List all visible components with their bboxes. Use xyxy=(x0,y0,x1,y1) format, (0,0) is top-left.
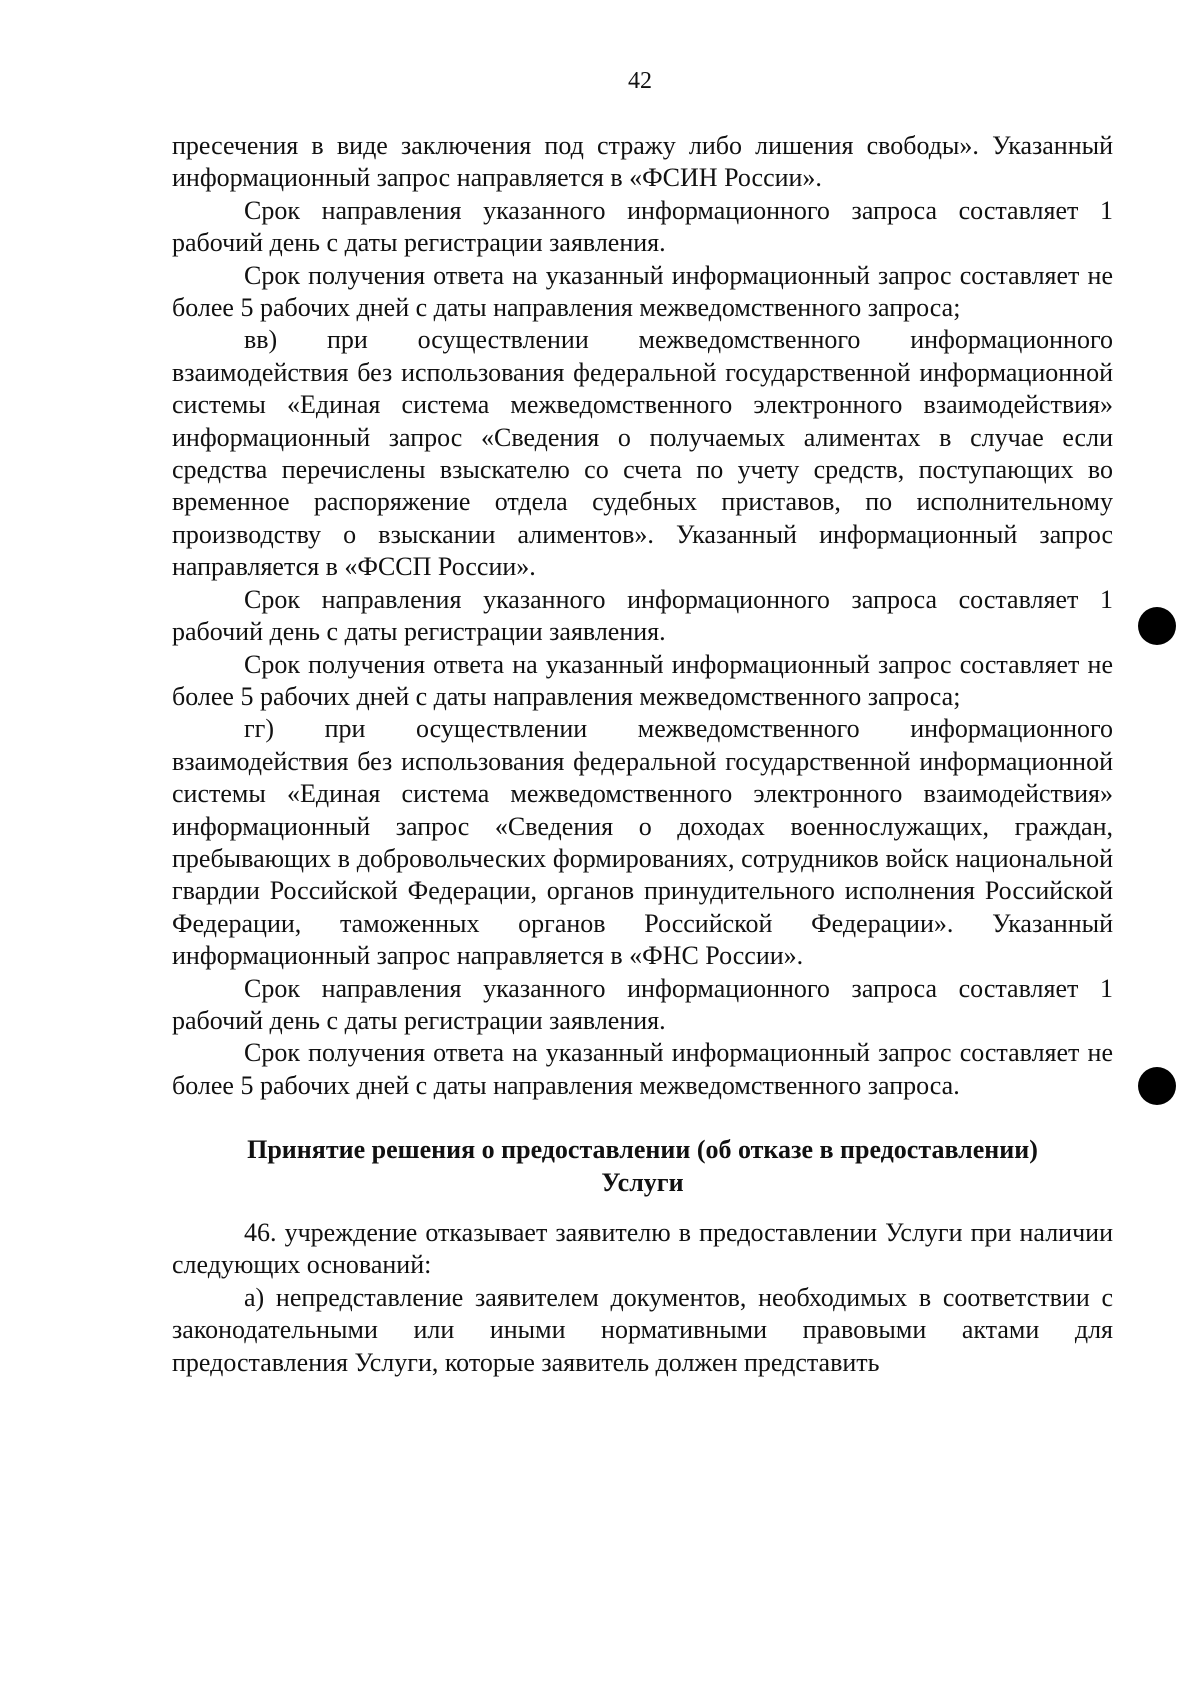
paragraph-request-deadline: Срок направления указанного информационного запроса составляет 1 рабочий день с даты регистрации заявления. xyxy=(172,973,1113,1035)
punch-hole xyxy=(1138,607,1176,645)
section-heading-line-2: Услуги xyxy=(601,1167,684,1197)
paragraph-response-deadline: Срок получения ответа на указанный информационный запрос составляет не более 5 рабочих дней с даты направления межведомственного запроса. xyxy=(172,1038,1113,1100)
paragraph-section-46: 46. учреждение отказывает заявителю в предоставлении Услуги при наличии следующих оснований: xyxy=(172,1218,1113,1280)
section-heading-line-1: Принятие решения о предоставлении (об отказе в предоставлении) xyxy=(247,1135,1038,1165)
page-number: 42 xyxy=(628,68,652,94)
paragraph-request-deadline: Срок направления указанного информационного запроса составляет 1 рабочий день с даты регистрации заявления. xyxy=(172,195,1113,258)
paragraph-item-vv: вв) при осуществлении межведомственного информационного взаимодействия без использования федеральной государственной информационной системы «Единая система межведомственного электронного взаимодействия» информационный запрос «Сведения о получаемых алиментах в случае если средства перечислены взыскателю со счета по учету средств, поступающих во временное распоряжение отдела судебных приставов, по исполнительному производству о взыскании алиментов». Указанный информационный запрос направляется в «ФССП России». xyxy=(172,325,1113,582)
paragraph-request-deadline: Срок направления указанного информационного запроса составляет 1 рабочий день с даты регистрации заявления. xyxy=(172,584,1113,647)
paragraph-item-a: а) непредставление заявителем документов, необходимых в соответствии с законодательными или иными нормативными правовыми актами для предоставления Услуги, которые заявитель должен представить xyxy=(172,1282,1113,1377)
punch-hole xyxy=(1138,1067,1176,1105)
document-body xyxy=(172,130,1113,1379)
paragraph-response-deadline: Срок получения ответа на указанный информационный запрос составляет не более 5 рабочих дней с даты направления межведомственного запроса; xyxy=(172,260,1113,323)
section-heading xyxy=(172,1134,1113,1199)
paragraph-continuation: пресечения в виде заключения под стражу либо лишения свободы». Указанный информационный запрос направляется в «ФСИН России». xyxy=(172,131,1113,193)
paragraph-response-deadline: Срок получения ответа на указанный информационный запрос составляет не более 5 рабочих дней с даты направления межведомственного запроса; xyxy=(172,649,1113,711)
paragraph-item-gg: гг) при осуществлении межведомственного информационного взаимодействия без использования федеральной государственной информационной системы «Единая система межведомственного электронного взаимодействия» информационный запрос «Сведения о доходах военнослужащих, граждан, пребывающих в добровольческих формированиях, сотрудников войск национальной гвардии Российской Федерации, органов принудительного исполнения Российской Федерации, таможенных органов Российской Федерации». Указанный информационный запрос направляется в «ФНС России». xyxy=(172,714,1113,971)
